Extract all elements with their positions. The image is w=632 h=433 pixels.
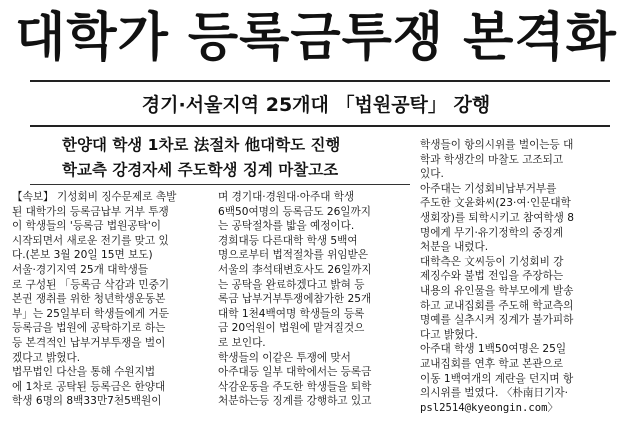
column-2-line: 서울의 李석태변호사도 26일까지: [218, 263, 372, 276]
column-2-line: 경희대등 다른대학 학생 5백여: [218, 234, 358, 247]
column-3-line: 학과 학생간의 마찰도 고조되고: [420, 153, 564, 166]
headline: 대학가 등록금투쟁 본격화: [15, 8, 617, 68]
column-3-line: 내용의 유인물을 학부모에게 발송: [420, 284, 574, 297]
column-1-line: 다.(본보 3월 20일 15면 보도): [12, 249, 153, 262]
column-1-line: 서울·경기지역 25개 대학생들: [12, 263, 149, 276]
reporter-email: psl2514@kyeongin.com〉: [420, 401, 559, 414]
column-1-line: 에 1차로 공탁된 등록금은 한양대: [12, 380, 166, 393]
column-1-line: 등 본격적인 납부거부투쟁을 벌이: [12, 336, 166, 349]
column-2-line: 6백50여명의 등록금도 26일까지: [218, 205, 372, 218]
rule-mid: [30, 125, 610, 127]
column-2-line: 대학 1천4백여명 학생들의 등록: [218, 307, 365, 320]
column-3-line: 이동 1백여개의 계란을 던지며 항: [420, 372, 574, 385]
column-3-line: 다고 밝혔다.: [420, 328, 478, 341]
column-3-line: 학생들이 항의시위를 벌이는등 대: [420, 139, 574, 151]
deck-rule: [30, 184, 410, 185]
column-1-line: 법무법인 다산을 통해 수원지법: [12, 366, 156, 379]
column-1-line: 부」는 25일부터 학생들에게 거둔: [12, 307, 169, 320]
column-3-line: 명예를 실추시켜 징계가 불가피하: [420, 314, 574, 327]
column-1-line: 겠다고 밝혔다.: [12, 351, 81, 364]
column-1-line: 본권 쟁취를 위한 청년학생운동본: [12, 293, 166, 306]
column-1-line: 학생 6명의 8백33만7천5백원이: [12, 395, 162, 408]
column-2-line: 아주대등 일부 대학에서는 등록금: [218, 366, 372, 379]
column-2-line: 는 공탁을 완료하겠다고 밝혀 등: [218, 278, 365, 291]
column-3-line: 아주대는 기성회비납부거부를: [420, 182, 557, 195]
column-2-line: 록금 납부거부투쟁에참가한 25개: [218, 293, 372, 306]
column-3-line: 주도한 文윤화씨(23·여·인문대학: [420, 197, 571, 210]
column-2-line: 금 20억원이 법원에 맡겨질것으: [218, 322, 365, 335]
column-2-line: 며 경기대·경원대·아주대 학생: [218, 191, 355, 203]
article-column-3: [420, 138, 620, 433]
rule-top: [30, 80, 610, 82]
deck-line-1: 한양대 학생 1차로 法절차 他대학도 진행: [62, 136, 341, 154]
column-3-line: 의시위를 벌였다. 〈朴南日기자·: [420, 387, 568, 400]
column-2-line: 삭감운동을 주도한 학생들을 퇴학: [218, 380, 372, 393]
article-column-2: [218, 190, 408, 433]
column-3-line: 생회장)를 퇴학시키고 참여학생 8: [420, 211, 575, 224]
deck-line-2: 학교측 강경자세 주도학생 징계 마찰고조: [62, 161, 339, 179]
column-1-line: 【속보】 기성회비 징수문제로 촉발: [12, 191, 177, 203]
column-3-line: 명에게 무기·유기정학의 중징계: [420, 226, 564, 239]
article-column-1: [12, 190, 202, 433]
column-3-line: 대학측은 文씨등이 기성회비 강: [420, 255, 564, 268]
column-3-line: 아주대 학생 1백50여명은 25일: [420, 343, 567, 356]
column-1-line: 로 구성된 「등록금 삭감과 민중기: [12, 278, 170, 291]
column-3-line: 교내집회를 연후 학교 본관으로: [420, 357, 564, 370]
column-1-line: 된 대학가의 등록금납부 거부 투쟁: [12, 205, 169, 218]
subheadline: 경기·서울지역 25개대 「법원공탁」 강행: [141, 94, 491, 116]
column-1-line: 등록금을 법원에 공탁하기로 하는: [12, 322, 166, 335]
column-1-line: 시작되면서 새로운 전기를 맞고 있: [12, 234, 169, 247]
column-2-line: 학생들의 이같은 투쟁에 맞서: [218, 351, 351, 364]
column-3-line: 처분을 내렸다.: [420, 241, 489, 254]
column-3-line: 제징수와 불법 전입을 주장하는: [420, 270, 564, 283]
column-2-line: 로 보인다.: [218, 336, 266, 349]
column-2-line: 명으로부터 법적절차를 위임받은: [218, 249, 369, 262]
column-3-line: 하고 교내집회를 주도해 학교측의: [420, 299, 574, 312]
column-2-line: 는 공탁절차를 밟을 예정이다.: [218, 220, 355, 233]
column-1-line: 이 학생들의 '등록금 법원공탁'이: [12, 220, 161, 233]
column-2-line: 처분하는등 징계를 강행하고 있고: [218, 395, 372, 408]
column-3-line: 있다.: [420, 168, 444, 181]
